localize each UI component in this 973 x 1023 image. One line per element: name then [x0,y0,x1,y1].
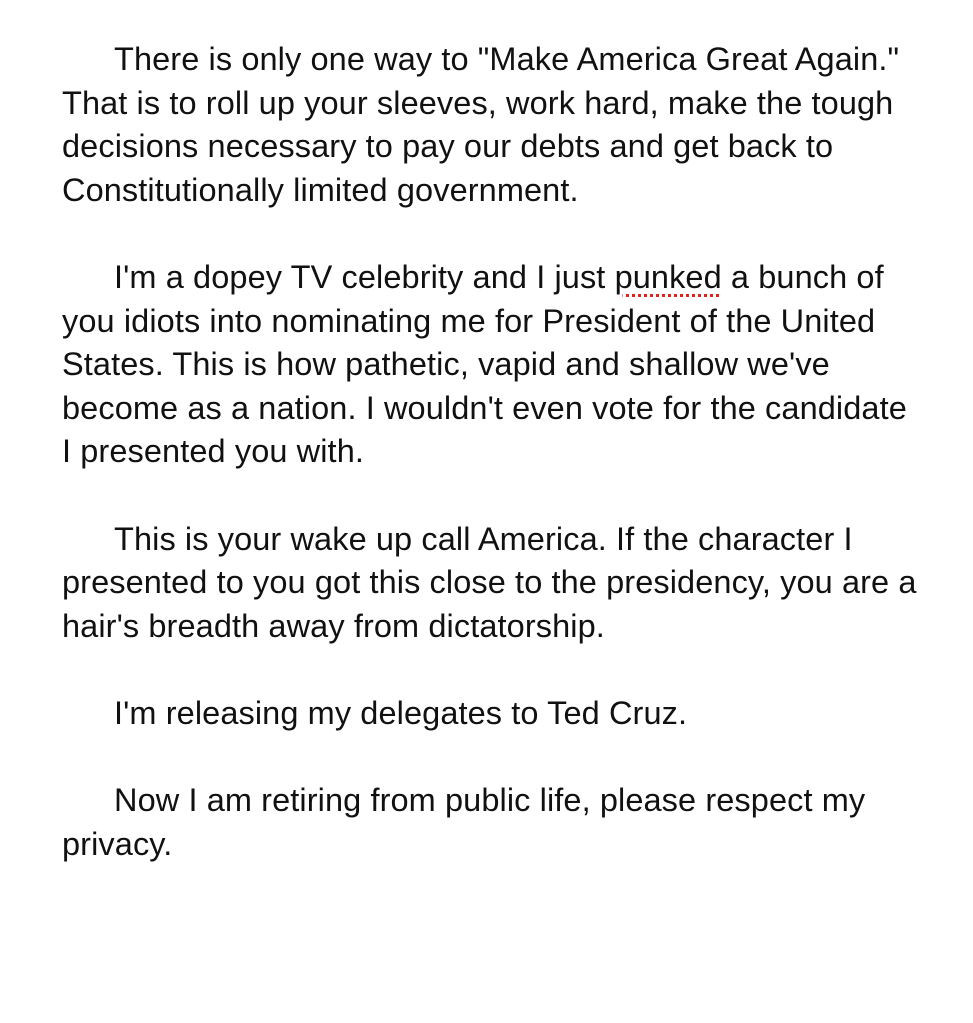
paragraph-5: Now I am retiring from public life, please respect my privacy. [62,782,866,862]
document-body [62,38,922,866]
paragraph-2 [62,256,922,474]
paragraph-2-text-before: I'm a dopey TV celebrity and I just [114,258,615,295]
misspelled-word[interactable]: punked [614,258,722,295]
paragraph-2-text-after: a bunch of you idiots into nominating me for President of the United States. This is how pathetic, vapid and shallow we've become as a nation. I wouldn't even vote for the candidate I presented you with. [62,258,907,470]
paragraph-4: I'm releasing my delegates to Ted Cruz. [114,694,688,731]
paragraph-3: This is your wake up call America. If the character I presented to you got this close to the presidency, you are a hair's breadth away from dictatorship. [62,520,917,644]
paragraph-1: There is only one way to "Make America Great Again." That is to roll up your sleeves, work hard, make the tough decisions necessary to pay our debts and get back to Constitutionally limited government. [62,41,900,208]
